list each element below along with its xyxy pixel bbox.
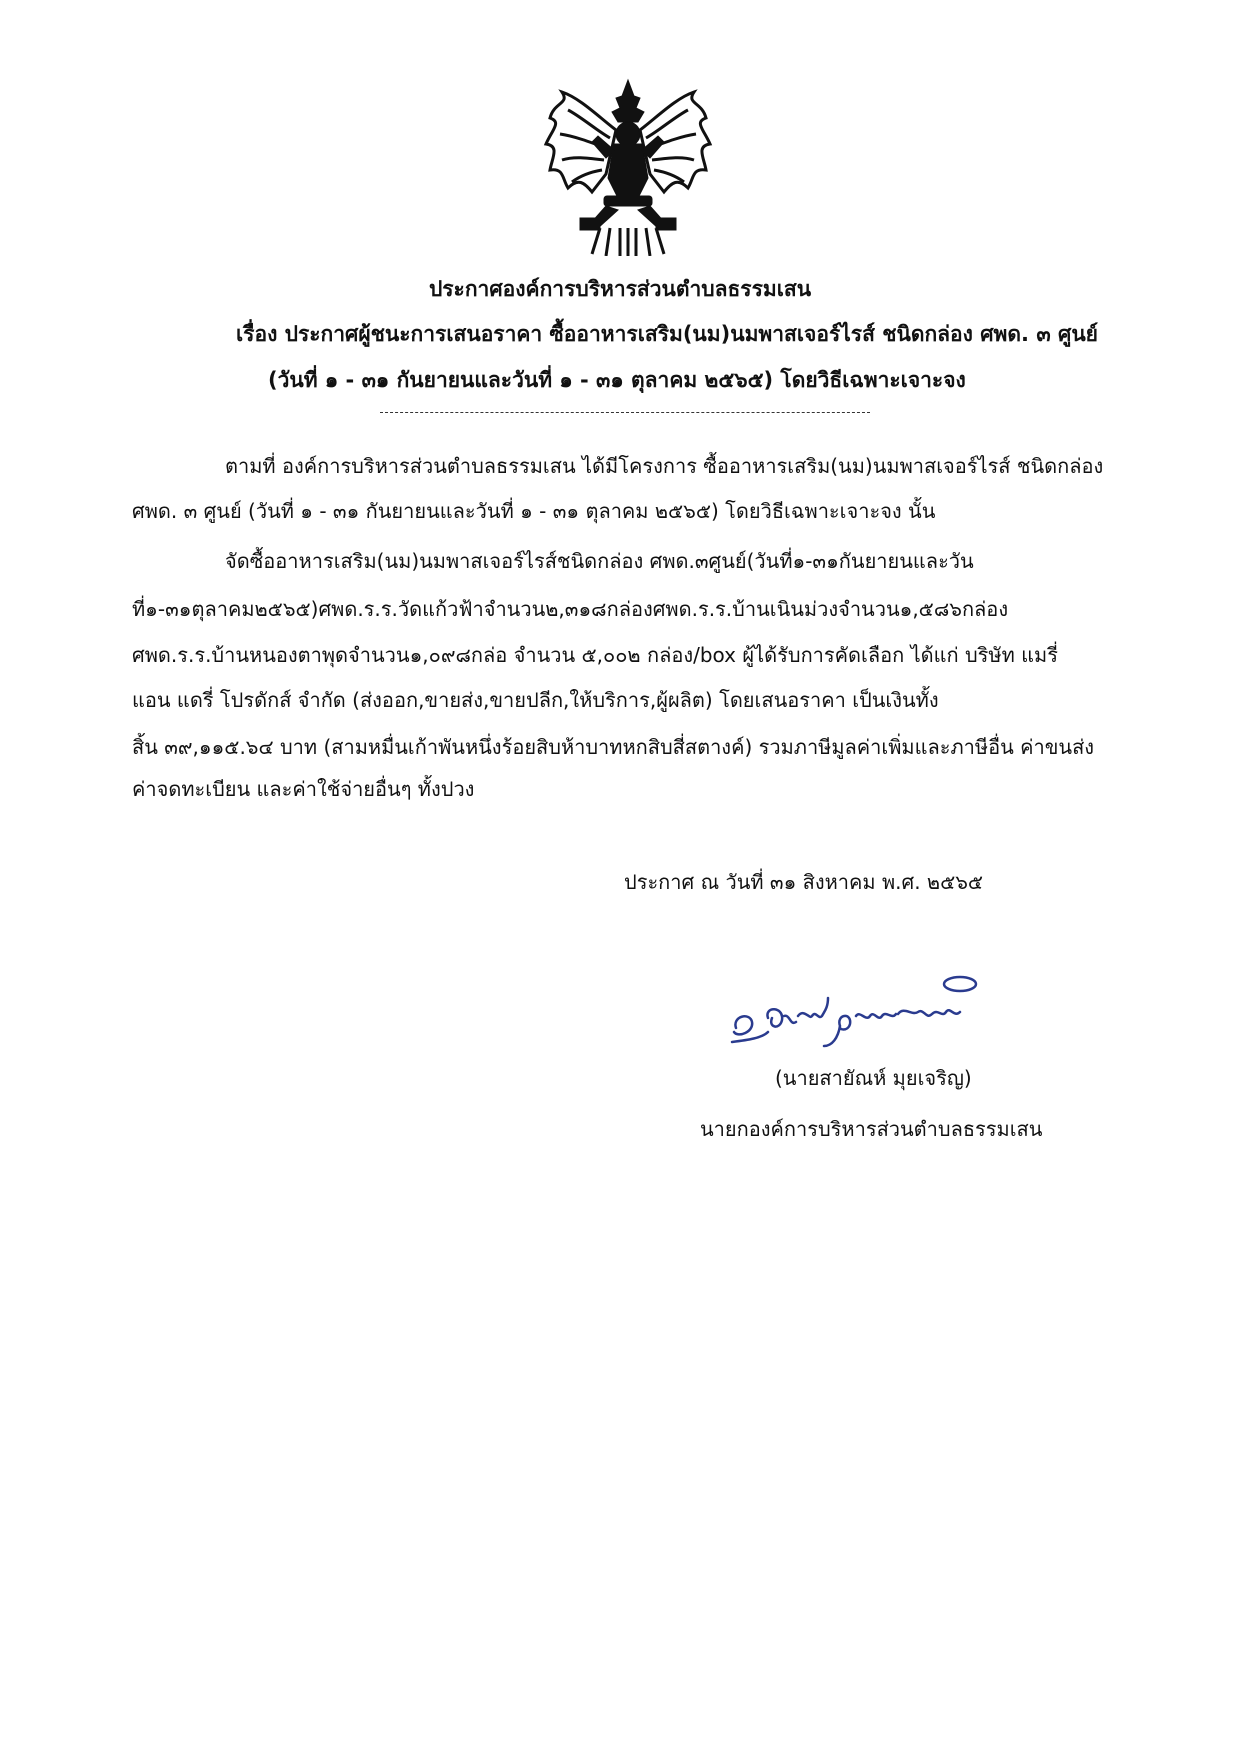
signer-position: นายกองค์การบริหารส่วนตำบลธรรมเสน: [700, 1117, 1043, 1141]
handwritten-signature-icon: [728, 972, 998, 1052]
paragraph-1-line-2: ศพด. ๓ ศูนย์ (วันที่ ๑ - ๓๑ กันยายนและวันที่ ๑ - ๓๑ ตุลาคม ๒๕๖๕) โดยวิธีเฉพาะเจาะจง นั้น: [132, 499, 936, 523]
paragraph-2-line-1: จัดซื้ออาหารเสริม(นม)นมพาสเจอร์ไรส์ชนิดกล่อง ศพด.๓ศูนย์(วันที่๑-๓๑กันยายนและวัน: [225, 549, 974, 573]
paragraph-2-line-4: แอน แดรี่ โปรดักส์ จำกัด (ส่งออก,ขายส่ง,ขายปลีก,ให้บริการ,ผู้ผลิต) โดยเสนอราคา เป็นเงินทั้ง: [132, 688, 939, 712]
paragraph-2-line-3: ศพด.ร.ร.บ้านหนองตาพุดจำนวน๑,๐๙๘กล่อ จำนวน ๕,๐๐๒ กล่อง/box ผู้ได้รับการคัดเลือก ได้แก่ บริษัท แมรี่: [132, 643, 1058, 667]
signer-name: (นายสายัณห์ มุยเจริญ): [775, 1066, 972, 1090]
document-title: ประกาศองค์การบริหารส่วนตำบลธรรมเสน: [428, 277, 812, 301]
document-subject-line-1: เรื่อง ประกาศผู้ชนะการเสนอราคา ซื้ออาหารเสริม(นม)นมพาสเจอร์ไรส์ ชนิดกล่อง ศพด. ๓ ศูนย์: [236, 322, 1098, 346]
paragraph-2-line-5: สิ้น ๓๙,๑๑๕.๖๔ บาท (สามหมื่นเก้าพันหนึ่งร้อยสิบห้าบาทหกสิบสี่สตางค์) รวมภาษีมูลค่าเพิ่มและภาษีอื่น ค่าขนส่ง: [132, 735, 1095, 759]
paragraph-2-line-2: ที่๑-๓๑ตุลาคม๒๕๖๕)ศพด.ร.ร.วัดแก้วฟ้าจำนวน๒,๓๑๘กล่องศพด.ร.ร.บ้านเนินม่วงจำนวน๑,๕๘๖กล่อง: [132, 597, 1009, 621]
announcement-date: ประกาศ ณ วันที่ ๓๑ สิงหาคม พ.ศ. ๒๕๖๕: [624, 870, 984, 894]
paragraph-2-line-6: ค่าจดทะเบียน และค่าใช้จ่ายอื่นๆ ทั้งปวง: [132, 777, 475, 801]
garuda-emblem-icon: [540, 78, 716, 256]
divider: [380, 412, 870, 413]
document-subject-line-2: (วันที่ ๑ - ๓๑ กันยายนและวันที่ ๑ - ๓๑ ตุลาคม ๒๕๖๕) โดยวิธีเฉพาะเจาะจง: [268, 368, 966, 392]
paragraph-1-line-1: ตามที่ องค์การบริหารส่วนตำบลธรรมเสน ได้มีโครงการ ซื้ออาหารเสริม(นม)นมพาสเจอร์ไรส์ ชนิดกล่อง: [225, 454, 1104, 478]
